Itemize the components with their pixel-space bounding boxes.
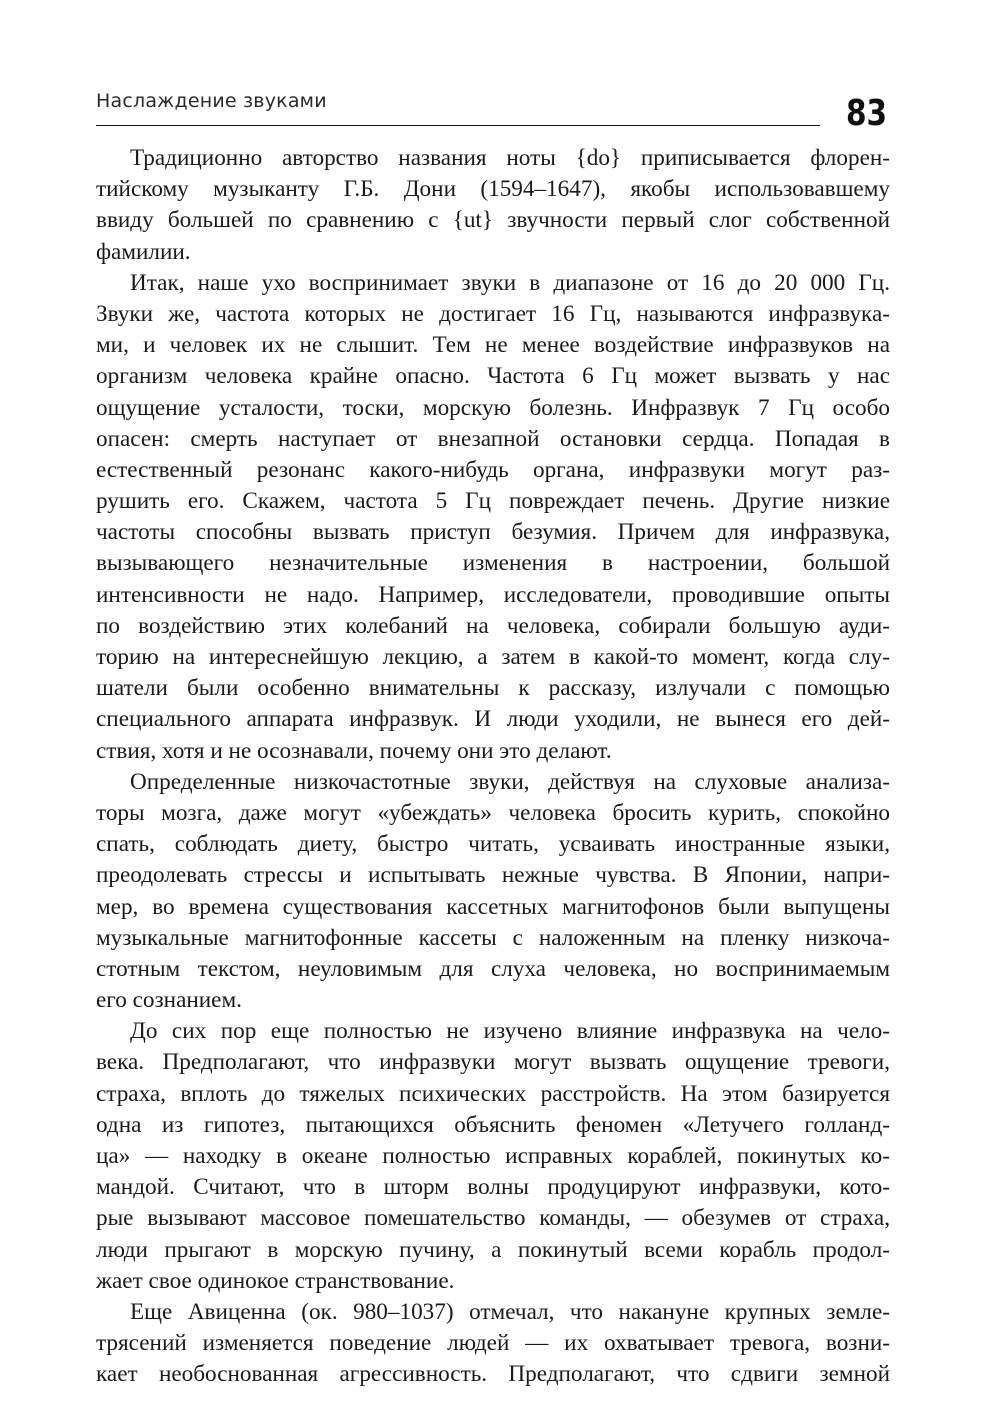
text-line: До сих пор еще полностью не изучено влияние инфразвука на чело- (130, 1018, 890, 1045)
text-line: страха, вплоть до тяжелых психических расстройств. На этом базируется (96, 1080, 890, 1107)
text-line: ми, и человек их не слышит. Тем не менее воздействие инфразвуков на (96, 332, 890, 359)
text-line: частоты способны вызвать приступ безумия. Причем для инфразвука, (96, 519, 890, 546)
text-line: люди прыгают в морскую пучину, а покинутый всеми корабль продол- (96, 1236, 890, 1263)
text-line: Звуки же, частота которых не достигает 16 Гц, называются инфразвука- (96, 300, 890, 327)
text-line: торию на интереснейшую лекцию, а затем в какой-то момент, когда слу- (96, 644, 890, 670)
text-line: Итак, наше ухо воспринимает звуки в диапазоне от 16 до 20 000 Гц. (130, 269, 890, 296)
paragraph (96, 143, 890, 268)
text-line: ввиду большей по сравнению с {ut} звучности первый слог собственной (96, 207, 890, 234)
text-line: рые вызывают массовое помешательство команды, — обезумев от страха, (96, 1205, 890, 1232)
header-rule (96, 125, 820, 126)
text-line: интенсивности не надо. Например, исследователи, проводившие опыты (96, 581, 890, 608)
text-line: музыкальные магнитофонные кассеты с наложенным на пленку низкоча- (96, 924, 890, 951)
text-line: мандой. Считают, что в шторм волны продуцируют инфразвуки, кото- (96, 1174, 890, 1201)
paragraph (96, 1016, 890, 1297)
paragraph (96, 268, 890, 767)
running-head-title: Наслаждение звуками (96, 90, 327, 112)
text-line: Определенные низкочастотные звуки, действуя на слуховые анализа- (130, 768, 890, 795)
text-line: трясений изменяется поведение людей — их охватывает тревога, возни- (96, 1330, 890, 1357)
text-line: его сознанием. (96, 987, 242, 1014)
text-line: фамилии. (96, 238, 191, 265)
text-line: спать, соблюдать диету, быстро читать, усваивать иностранные языки, (96, 831, 890, 858)
text-line: рушить его. Скажем, частота 5 Гц повреждает печень. Другие низкие (96, 488, 890, 515)
page-number: 83 (845, 93, 887, 134)
text-line: организм человека крайне опасно. Частота 6 Гц может вызвать у нас (96, 363, 890, 390)
text-line: ца» — находку в океане полностью исправных кораблей, покинутых ко- (96, 1143, 890, 1169)
text-line: Еще Авиценна (ок. 980–1037) отмечал, что накануне крупных земле- (130, 1298, 890, 1325)
text-line: Традиционно авторство названия ноты {do} приписывается флорен- (130, 145, 890, 171)
text-line: тийскому музыканту Г.Б. Дони (1594–1647), якобы использовавшему (96, 176, 890, 203)
body-text (96, 143, 890, 1391)
text-line: по воздействию этих колебаний на человека, собирали большую ауди- (96, 612, 890, 639)
text-line: кает необоснованная агрессивность. Предполагают, что сдвиги земной (96, 1361, 890, 1388)
text-line: стотным текстом, неуловимым для слуха человека, но воспринимаемым (96, 955, 890, 982)
text-line: жает свое одинокое странствование. (96, 1267, 455, 1294)
text-line: века. Предполагают, что инфразвуки могут вызвать ощущение тревоги, (96, 1049, 890, 1076)
text-line: вызывающего незначительные изменения в настроении, большой (96, 550, 890, 577)
text-line: специального аппарата инфразвук. И люди уходили, не вынеся его дей- (96, 706, 890, 733)
text-line: торы мозга, даже могут «убеждать» человека бросить курить, спокойно (96, 799, 890, 826)
paragraph (96, 1297, 890, 1391)
paragraph (96, 767, 890, 1017)
text-line: шатели были особенно внимательны к рассказу, излучали с помощью (96, 675, 890, 702)
text-line: естественный резонанс какого-нибудь органа, инфразвуки могут раз- (96, 456, 890, 483)
text-line: одна из гипотез, пытающихся объяснить феномен «Летучего голланд- (96, 1111, 890, 1138)
text-line: мер, во времена существования кассетных магнитофонов были выпущены (96, 893, 890, 920)
text-line: опасен: смерть наступает от внезапной остановки сердца. Попадая в (96, 425, 890, 452)
text-line: преодолевать стрессы и испытывать нежные чувства. В Японии, напри- (96, 862, 890, 889)
text-line: ощущение усталости, тоски, морскую болезнь. Инфразвук 7 Гц особо (96, 394, 890, 421)
text-line: ствия, хотя и не осознавали, почему они это делают. (96, 737, 612, 764)
